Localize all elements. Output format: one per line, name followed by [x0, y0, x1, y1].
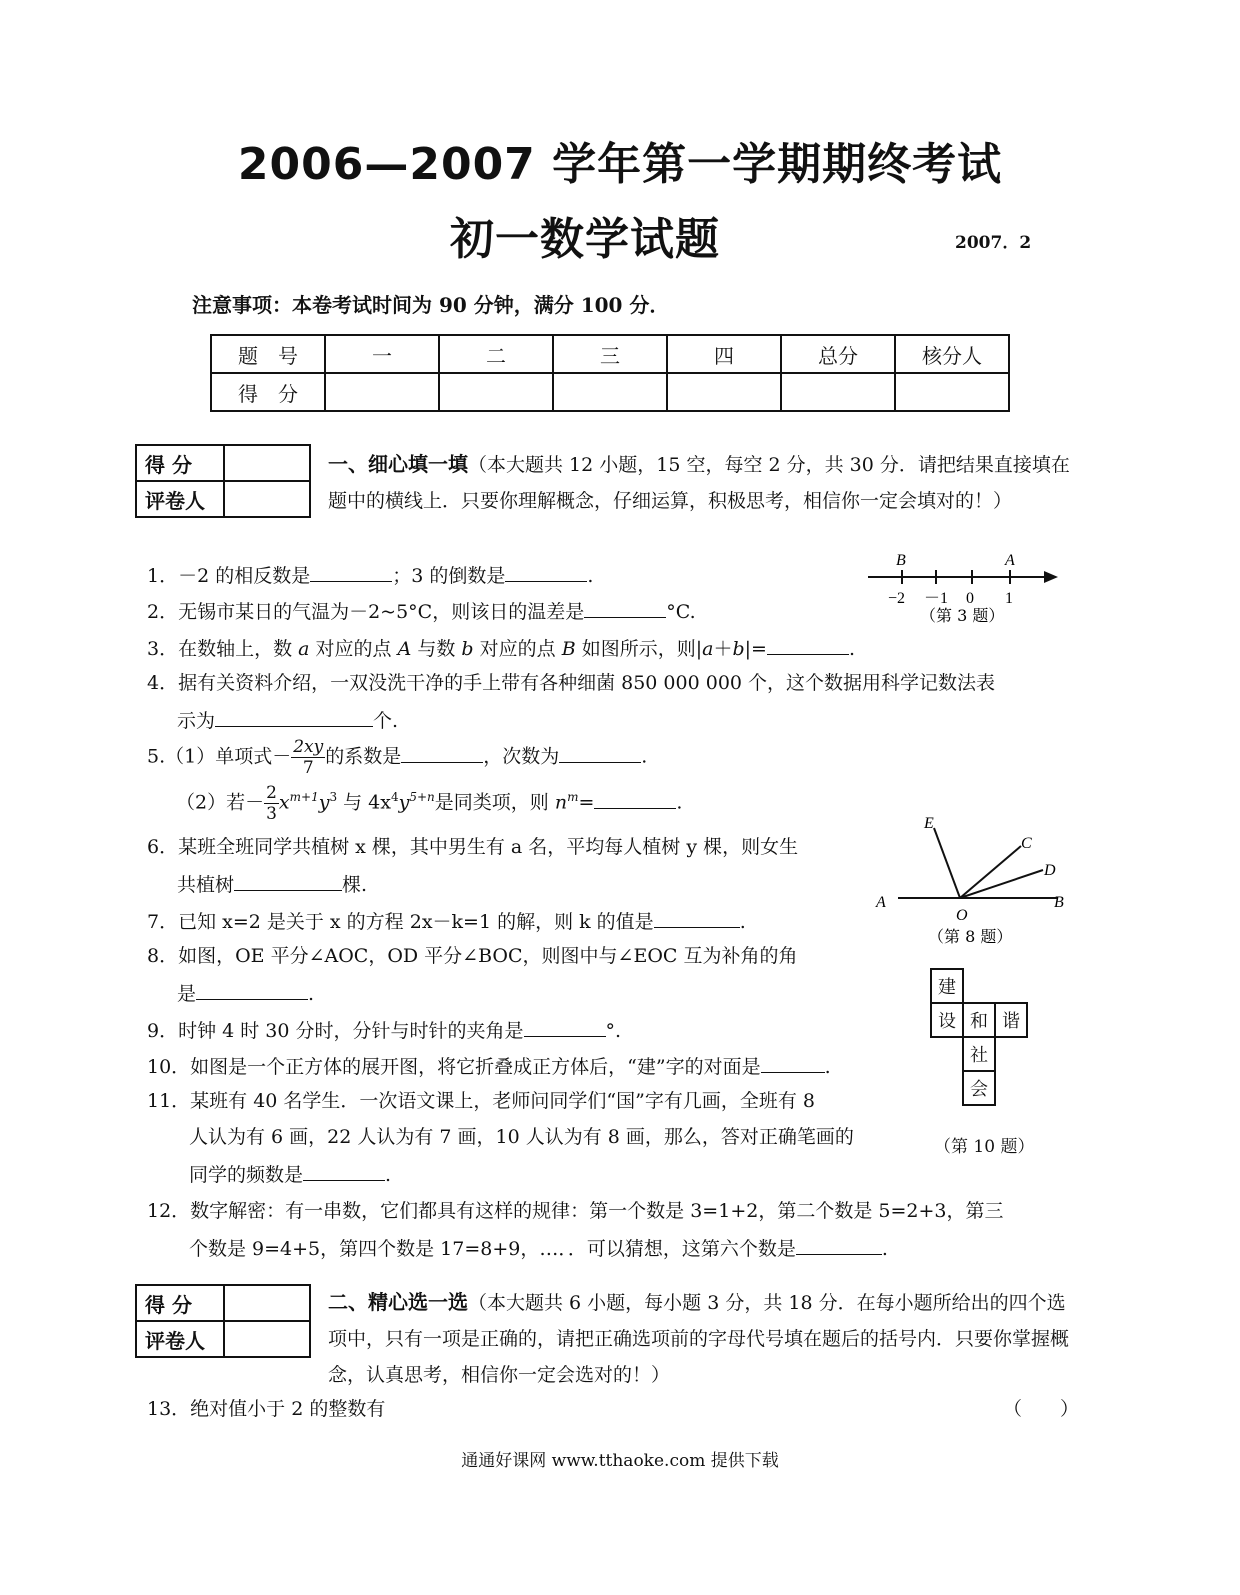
q3-var: B	[561, 638, 576, 660]
q3-var: b	[461, 638, 474, 660]
q8-text-b: 是	[177, 983, 197, 1005]
q3-text: 如图所示，则|	[581, 638, 703, 660]
point-c: C	[1021, 835, 1032, 852]
q5-text: 是同类项，则	[434, 791, 549, 814]
net-cell: 社	[962, 1036, 996, 1072]
q11-text-a: 11．某班有 40 名学生．一次语文课上，老师问同学们“国”字有几画，全班有 8	[147, 1090, 815, 1112]
ray-od	[960, 870, 1043, 898]
net-cell: 建	[930, 968, 964, 1004]
answer-blank[interactable]	[215, 706, 373, 727]
q2-text-b: °C.	[666, 601, 696, 623]
exam-date: 2007．2	[955, 233, 1032, 253]
answer-blank[interactable]	[505, 561, 587, 582]
question-6	[147, 834, 798, 898]
answer-blank[interactable]	[196, 979, 308, 1000]
grader-name-label: 评卷人	[136, 481, 224, 517]
q6-text-c: 棵.	[342, 874, 368, 896]
q7-text: 7．已知 x=2 是关于 x 的方程 2x－k=1 的解，则 k 的值是	[147, 911, 654, 933]
grader-score-label: 得 分	[136, 445, 224, 481]
q12-text-a: 12．数字解密：有一串数，它们都具有这样的规律：第一个数是 3=1+2，第二个数是 5=2+3，第三	[147, 1200, 1004, 1222]
section1-header	[328, 446, 1078, 519]
q5-var: x	[278, 791, 290, 814]
answer-blank[interactable]	[767, 634, 849, 655]
score-input-cell[interactable]	[667, 373, 781, 411]
answer-blank[interactable]	[401, 742, 483, 763]
q1-text-b: ；3 的倒数是	[392, 565, 506, 587]
q9-unit: °.	[605, 1020, 622, 1042]
q3-var: a	[702, 638, 714, 660]
angle-figure	[868, 808, 1078, 948]
answer-blank[interactable]	[310, 561, 392, 582]
score-input-cell[interactable]	[439, 373, 553, 411]
grader-name-cell[interactable]	[224, 481, 310, 517]
point-e: E	[924, 815, 934, 832]
question-9	[147, 1016, 621, 1044]
q3-var: a	[298, 638, 310, 660]
question-4	[147, 670, 995, 734]
section1-intro: （本大题共 12 小题，15 空，每空 2 分，共 30 分．请把结果直接填在题中的横线上．只要你理解概念，仔细运算，积极思考，相信你一定会填对的！）	[328, 454, 1070, 512]
q10-text: 10．如图是一个正方体的展开图，将它折叠成正方体后，“建”字的对面是	[147, 1056, 761, 1078]
grader-score-cell[interactable]	[224, 1285, 310, 1321]
score-cell: 三	[553, 335, 667, 373]
figure-caption: （第 8 题）	[928, 927, 1013, 946]
q5-exponent: 5+n	[409, 790, 435, 805]
q3-text: 对应的点	[315, 638, 392, 660]
q3-var: A	[397, 638, 412, 660]
q4-text-a: 4．据有关资料介绍，一双没洗干净的手上带有各种细菌 850 000 000 个，这个数据用科学记数法表	[147, 672, 996, 694]
answer-blank[interactable]	[524, 1016, 606, 1037]
score-cell: 核分人	[895, 335, 1009, 373]
answer-blank[interactable]	[654, 907, 740, 928]
tick-label: 1	[1005, 590, 1013, 607]
q5-text: 的系数是	[325, 745, 402, 768]
answer-blank[interactable]	[761, 1052, 825, 1073]
score-input-cell[interactable]	[895, 373, 1009, 411]
tick-label: −2	[888, 590, 906, 607]
section2-heading: 二、精心选一选	[328, 1290, 468, 1314]
q3-text: 3．在数轴上，数	[147, 638, 293, 660]
fraction-numerator: 2	[266, 783, 277, 803]
q2-text-a: 2．无锡市某日的气温为－2~5°C，则该日的温差是	[147, 601, 585, 623]
q1-text-a: 1．－2 的相反数是	[147, 565, 311, 587]
q5-exponent: 3	[329, 790, 338, 805]
exam-subtitle: 初一数学试题	[450, 214, 720, 265]
fraction-denominator: 7	[302, 758, 314, 778]
cube-net-figure	[930, 968, 1050, 1158]
score-cell: 一	[325, 335, 439, 373]
point-o: O	[956, 907, 968, 924]
q4-text-c: 个.	[373, 710, 399, 732]
q8-text-a: 8．如图，OE 平分∠AOC，OD 平分∠BOC，则图中与∠EOC 互为补角的角	[147, 945, 798, 967]
grader-name-cell[interactable]	[224, 1321, 310, 1357]
q5-text: =	[578, 791, 595, 814]
score-cell: 题 号	[211, 335, 325, 373]
score-input-cell[interactable]	[553, 373, 667, 411]
answer-blank[interactable]	[303, 1160, 385, 1181]
fraction-numerator: 2xy	[293, 737, 324, 757]
point-label-b: B	[896, 552, 906, 569]
number-line-figure	[860, 545, 1070, 630]
q12-text-b: 个数是 9=4+5，第四个数是 17=8+9，…．．可以猜想，这第六个数是	[189, 1238, 796, 1260]
q5-var: y	[318, 791, 330, 814]
q5-exponent: m+1	[289, 790, 319, 805]
point-b: B	[1054, 894, 1064, 911]
q5-text: 与 4x	[343, 791, 391, 814]
fraction-denominator: 3	[266, 804, 277, 824]
net-cell: 和	[962, 1002, 996, 1038]
q3-text: ＋	[713, 638, 733, 660]
score-cell: 总分	[781, 335, 895, 373]
tick-label: 0	[966, 590, 974, 607]
answer-blank[interactable]	[594, 788, 676, 809]
score-table-header-row	[211, 335, 1009, 373]
tick-label: －1	[924, 590, 949, 607]
question-11: 11．某班有 40 名学生．一次语文课上，老师问同学们“国”字有几画，全班有 8 人认为有 6 画，22 人认为有 7 画，10 人认为有 8 画，那么，答对正确笔画的 同学的频数是 .	[147, 1090, 854, 1186]
q3-var: b	[732, 638, 745, 660]
q6-text-b: 共植树	[177, 874, 235, 896]
grader-box-section1	[135, 444, 311, 518]
question-5-part2: （2）若－ $\frac{2}{3}$ $x^{m+1}y^3$ 与 $4x^4y^{5+n}$是同类项，则 $n^m=$ .	[176, 783, 683, 824]
q11-text-b: 人认为有 6 画，22 人认为有 7 画，10 人认为有 8 画，那么，答对正确笔画的	[189, 1126, 854, 1148]
question-2	[147, 597, 696, 625]
answer-blank[interactable]	[584, 597, 666, 618]
question-12: 12．数字解密：有一串数，它们都具有这样的规律：第一个数是 3=1+2，第二个数是 5=2+3，第三 个数是 9=4+5，第四个数是 17=8+9，…．．可以猜想，这第六个数是 .	[147, 1200, 1004, 1260]
point-label-a: A	[1005, 552, 1015, 569]
net-cell: 会	[962, 1070, 996, 1106]
question-1: 1．－2 的相反数是 ；3 的倒数是 .	[147, 561, 593, 589]
question-13	[147, 1396, 385, 1422]
fraction	[291, 737, 325, 778]
exam-notice: 注意事项：本卷考试时间为 90 分钟，满分 100 分．	[192, 293, 670, 317]
q3-text: 对应的点	[479, 638, 556, 660]
q5-text: 5.（1）单项式－	[147, 745, 292, 768]
q4-text-b: 示为	[177, 710, 216, 732]
number-line-arrow	[1044, 571, 1058, 583]
q6-text-a: 6．某班全班同学共植树 x 棵，其中男生有 a 名，平均每人植树 y 棵，则女生	[147, 836, 799, 858]
net-cell: 谐	[994, 1002, 1028, 1038]
grader-score-label: 得 分	[136, 1285, 224, 1321]
q5-exponent: m	[567, 790, 579, 805]
question-7: 7．已知 x=2 是关于 x 的方程 2x－k=1 的解，则 k 的值是 .	[147, 907, 746, 935]
answer-blank[interactable]	[796, 1234, 882, 1255]
figure-caption: （第 10 题）	[934, 1137, 1035, 1157]
q13-answer-paren[interactable]: （ ）	[1003, 1398, 1080, 1420]
q5-text: ，次数为	[483, 745, 560, 768]
question-8: 8．如图，OE 平分∠AOC，OD 平分∠BOC，则图中与∠EOC 互为补角的角 是 .	[147, 945, 798, 1005]
q5-var: y	[398, 791, 410, 814]
section2-header	[328, 1284, 1078, 1393]
score-cell: 四	[667, 335, 781, 373]
q5-text: （2）若－	[176, 791, 265, 814]
q5-var: n	[554, 791, 568, 814]
question-3: 3．在数轴上，数 a 对应的点 A 与数 b 对应的点 B 如图所示，则|a＋b|= .	[147, 634, 855, 662]
grader-box-section2	[135, 1284, 311, 1358]
answer-blank[interactable]	[234, 870, 342, 891]
score-table-score-row	[211, 373, 1009, 411]
q3-text: |=	[744, 638, 767, 660]
point-d: D	[1044, 862, 1056, 879]
score-input-cell[interactable]	[781, 373, 895, 411]
score-cell: 二	[439, 335, 553, 373]
q13-text: 13．绝对值小于 2 的整数有	[147, 1398, 386, 1420]
q5-exponent: 4	[390, 790, 399, 805]
section2-intro: （本大题共 6 小题，每小题 3 分，共 18 分．在每小题所给出的四个选项中，只有一项是正确的，请把正确选项前的字母代号填在题后的括号内．只要你掌握概念，认真思考，相信你一定会选对的！）	[328, 1292, 1070, 1386]
grader-name-label: 评卷人	[136, 1321, 224, 1357]
score-cell: 得 分	[211, 373, 325, 411]
ray-oe	[934, 828, 960, 898]
ray-oc	[960, 846, 1021, 898]
answer-blank[interactable]	[559, 742, 641, 763]
q9-text: 9．时钟 4 时 30 分时，分针与时针的夹角是	[147, 1020, 524, 1042]
point-a: A	[876, 894, 886, 911]
score-table	[210, 334, 1010, 412]
question-5-part1: 5.（1）单项式－ $\frac{2xy}{7}$ 的系数是 ，次数为 .	[147, 737, 648, 778]
score-input-cell[interactable]	[325, 373, 439, 411]
section1-heading: 一、细心填一填	[328, 452, 468, 476]
question-10: 10．如图是一个正方体的展开图，将它折叠成正方体后，“建”字的对面是 .	[147, 1052, 831, 1080]
figure-caption: （第 3 题）	[920, 606, 1005, 625]
page-footer: 通通好课网 www.tthaoke.com 提供下载	[461, 1451, 779, 1471]
exam-title: 2006—2007 学年第一学期期终考试	[237, 139, 1003, 190]
grader-score-cell[interactable]	[224, 445, 310, 481]
q11-text-c: 同学的频数是	[189, 1164, 304, 1186]
fraction	[264, 783, 279, 824]
net-cell: 设	[930, 1002, 964, 1038]
q3-text: 与数	[417, 638, 456, 660]
